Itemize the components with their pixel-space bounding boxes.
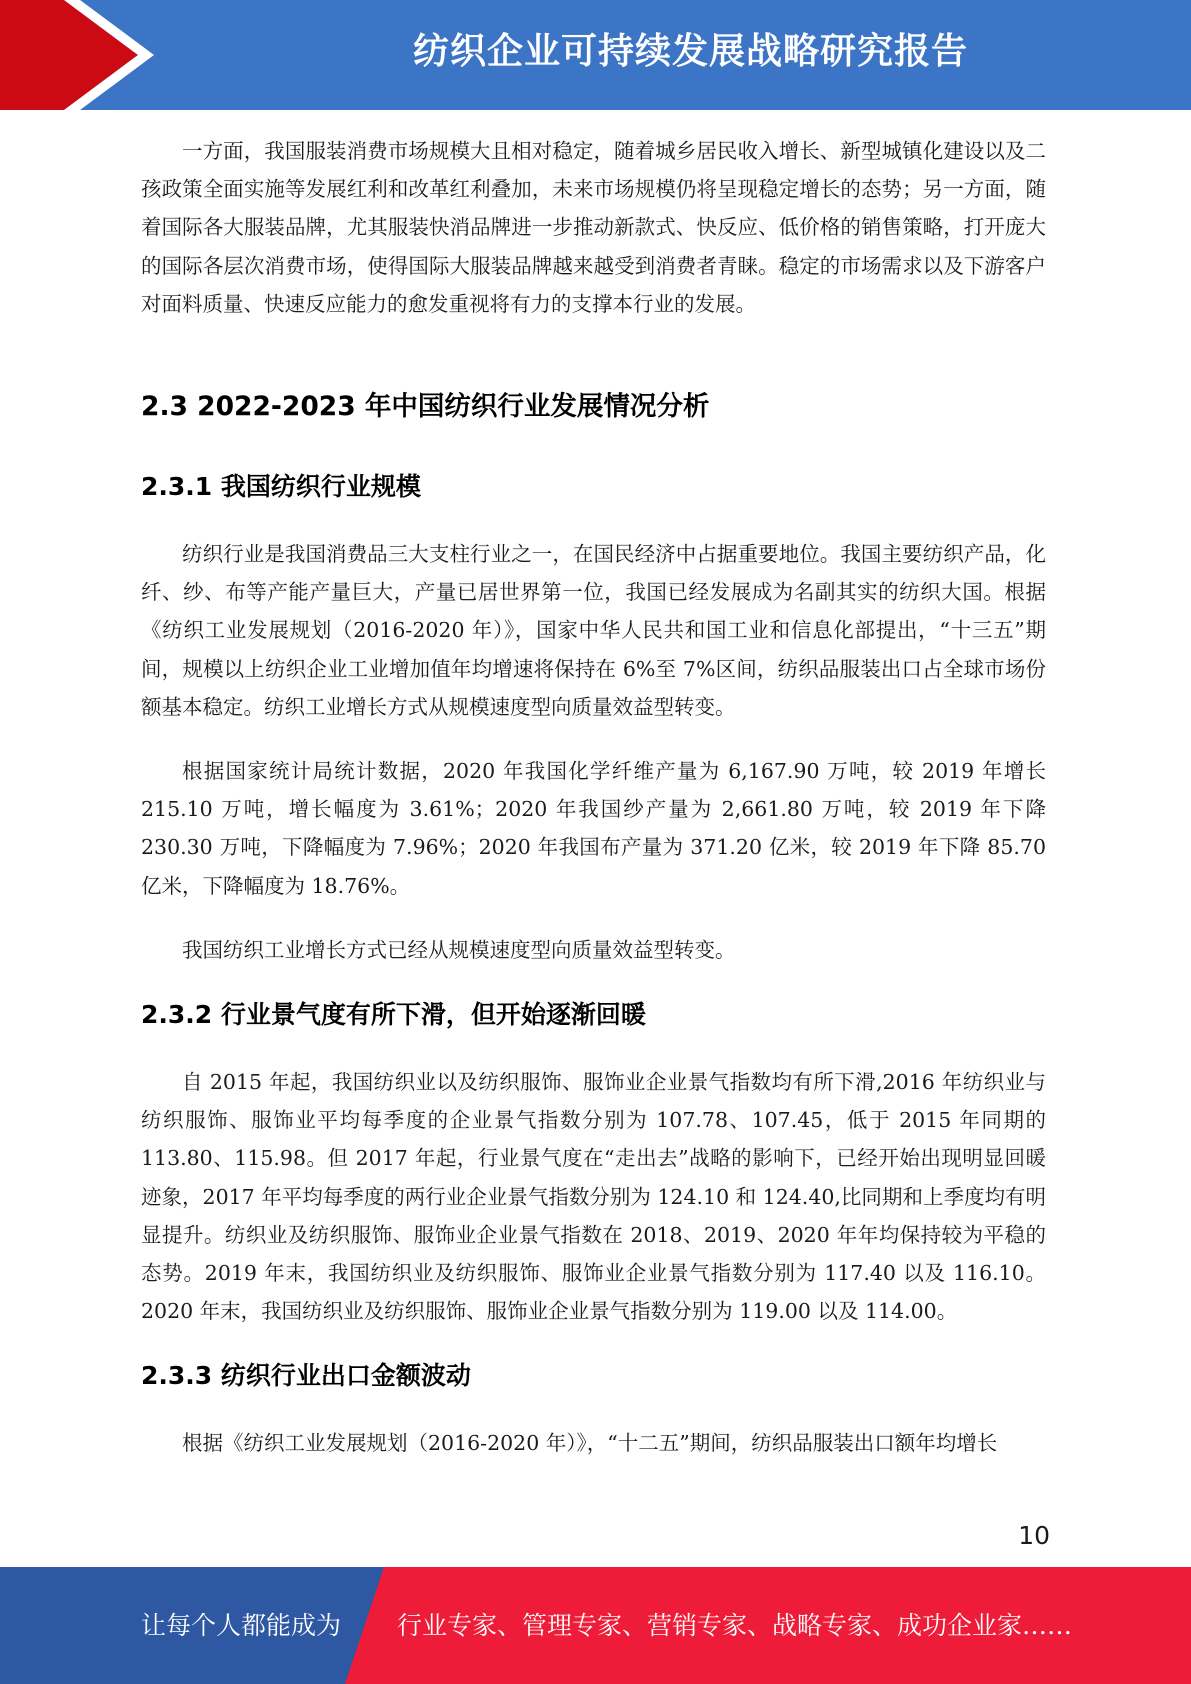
subsection-heading-2-3-2: 2.3.2 行业景气度有所下滑，但开始逐渐回暖 [141, 1000, 646, 1030]
paragraph-prosperity-index: 自 2015 年起，我国纺织业以及纺织服饰、服饰业企业景气指数均有所下滑,2016 年纺织业与纺织服饰、服饰业平均每季度的企业景气指数分别为 107.78、107.45，低于 2015 年同期的 113.80、115.98。但 2017 年起，行业景气度在“走出去”战略的影响下，已经开始出现明显回暖迹象，2017 年平均每季度的两行业企业景气指数分别为 124.10 和 124.40,比同期和上季度均有明显提升。纺织业及纺织服饰、服饰业企业景气指数在 2018、2019、2020 年年均保持较为平稳的态势。2019 年末，我国纺织业及纺织服饰、服饰业企业景气指数分别为 117.40 以及 116.10。2020 年末，我国纺织业及纺织服饰、服饰业企业景气指数分别为 119.00 以及 114.00。 [141, 1070, 1046, 1324]
paragraph-industry-scale: 纺织行业是我国消费品三大支柱行业之一，在国民经济中占据重要地位。我国主要纺织产品，化纤、纱、布等产能产量巨大，产量已居世界第一位，我国已经发展成为名副其实的纺织大国。根据《纺织工业发展规划（2016-2020 年）》，国家中华人民共和国工业和信息化部提出，“十三五”期间，规模以上纺织企业工业增加值年均增速将保持在 6%至 7%区间，纺织品服装出口占全球市场份额基本稳定。纺织工业增长方式从规模速度型向质量效益型转变。 [141, 542, 1046, 719]
paragraph-export-amount: 根据《纺织工业发展规划（2016-2020 年）》，“十二五”期间，纺织品服装出口额年均增长 [182, 1431, 998, 1456]
page-content [141, 132, 1046, 1463]
header-arrow-decoration [0, 0, 160, 110]
section-heading: 2.3 2022-2023 年中国纺织行业发展情况分析 [141, 391, 710, 423]
intro-paragraph: 一方面，我国服装消费市场规模大且相对稳定，随着城乡居民收入增长、新型城镇化建设以及二孩政策全面实施等发展红利和改革红利叠加，未来市场规模仍将呈现稳定增长的态势；另一方面，随着国际各大服装品牌，尤其服装快消品牌进一步推动新款式、快反应、低价格的销售策略，打开庞大的国际各层次消费市场，使得国际大服装品牌越来越受到消费者青睐。稳定的市场需求以及下游客户对面料质量、快速反应能力的愈发重视将有力的支撑本行业的发展。 [141, 139, 1046, 316]
subsection-heading-2-3-3: 2.3.3 纺织行业出口金额波动 [141, 1361, 471, 1391]
paragraph-production-stats: 根据国家统计局统计数据，2020 年我国化学纤维产量为 6,167.90 万吨，较 2019 年增长 215.10 万吨，增长幅度为 3.61%；2020 年我国纱产量为 2,661.80 万吨，较 2019 年下降 230.30 万吨，下降幅度为 7.96%；2020 年我国布产量为 371.20 亿米，较 2019 年下降 85.70 亿米，下降幅度为 18.76%。 [141, 759, 1046, 898]
page-number: 10 [1018, 1521, 1050, 1550]
footer-slogan-right: 行业专家、管理专家、营销专家、战略专家、成功企业家…… [397, 1611, 1073, 1640]
paragraph-growth-mode: 我国纺织工业增长方式已经从规模速度型向质量效益型转变。 [182, 937, 736, 962]
page-footer [0, 1567, 1191, 1684]
report-title: 纺织企业可持续发展战略研究报告 [412, 31, 968, 72]
page-header [0, 0, 1191, 110]
subsection-heading-2-3-1: 2.3.1 我国纺织行业规模 [141, 472, 421, 502]
footer-slogan-left: 让每个人都能成为 [141, 1611, 342, 1640]
